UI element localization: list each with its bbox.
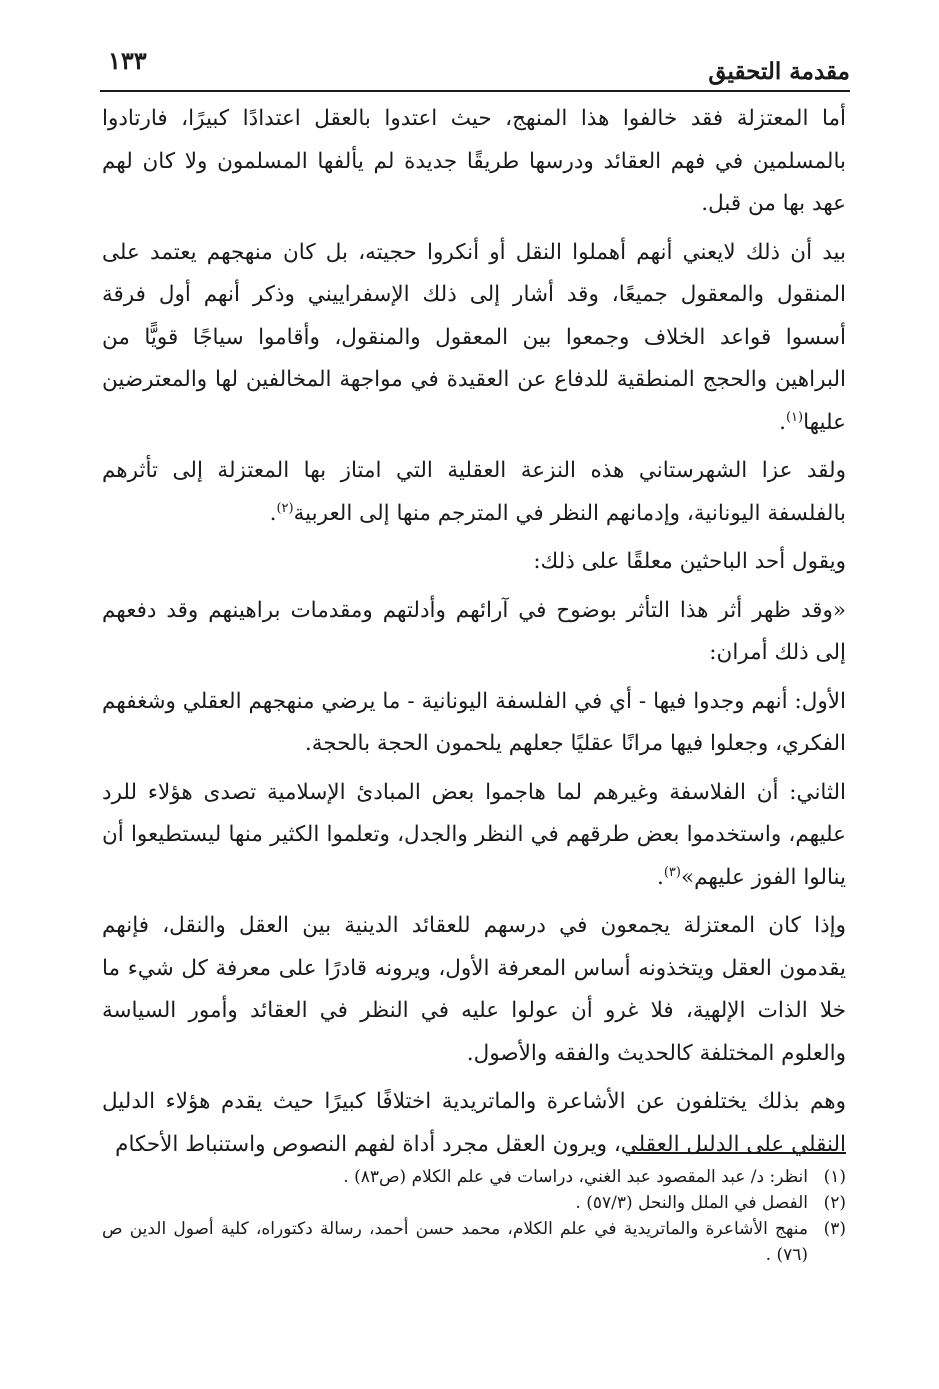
paragraph-3	[102, 450, 846, 535]
paragraph-3-end: .	[269, 500, 277, 526]
paragraph-2-end: .	[779, 409, 786, 435]
footnote-ref-2: (٢)	[276, 500, 294, 516]
paragraph-7	[102, 772, 846, 900]
paragraph-7-end: .	[656, 864, 664, 890]
footnote-ref-1: (١)	[785, 409, 804, 425]
paragraph-6: الأول: أنهم وجدوا فيها - أي في الفلسفة اليونانية - ما يرضي منهجهم العقلي وشغفهم الفكري، وجعلوا فيها مرانًا عقليًا جعلهم يلحمون الحجة بالحجة.	[102, 688, 846, 756]
footnote-number: (١)	[823, 1167, 846, 1187]
footnote-ref-3: (٣)	[663, 864, 681, 880]
paragraph-3-text: ولقد عزا الشهرستاني هذه النزعة العقلية التي امتاز بها المعتزلة إلى تأثرهم بالفلسفة اليونانية، وإدمانهم النظر في المترجم منها إلى العربية	[102, 458, 846, 526]
page-number: ١٣٣	[108, 46, 147, 75]
footnote-divider	[628, 1152, 846, 1154]
paragraph-7-text: الثاني: أن الفلاسفة وغيرهم لما هاجموا بعض المبادئ الإسلامية تصدى هؤلاء للرد عليهم، واستخدموا بعض طرقهم في النظر والجدل، وتعلموا الكثير منها ليستطيعوا أن ينالوا الفوز عليهم»	[102, 779, 846, 890]
footnote-1	[102, 1164, 846, 1190]
running-title: مقدمة التحقيق	[708, 58, 850, 85]
footnote-number: (٣)	[823, 1219, 846, 1239]
paragraph-1: أما المعتزلة فقد خالفوا هذا المنهج، حيث اعتدوا بالعقل اعتدادًا كبيرًا، فارتادوا بالمسلمين في فهم العقائد ودرسها طريقًا جديدة لم يألفها المسلمون ولا كان لهم عهد بها من قبل.	[102, 106, 846, 216]
paragraph-4: ويقول أحد الباحثين معلقًا على ذلك:	[533, 549, 846, 574]
footnote-3	[102, 1216, 846, 1268]
paragraph-2	[102, 232, 846, 445]
page-header	[100, 38, 850, 92]
body-text	[102, 98, 846, 1172]
paragraph-8: وإذا كان المعتزلة يجمعون في درسهم للعقائد الدينية بين العقل والنقل، فإنهم يقدمون العقل ويتخذونه أساس المعرفة الأول، ويرونه قادرًا على معرفة كل شيء ما خلا الذات الإلهية، فلا غرو أن عولوا عليه في النظر في العقائد وأمور السياسة والعلوم المختلفة كالحديث والفقه والأصول.	[102, 913, 846, 1066]
paragraph-5-quote: «وقد ظهر أثر هذا التأثر بوضوح في آرائهم وأدلتهم ومقدمات براهينهم وقد دفعهم إلى ذلك أمران:	[102, 597, 846, 665]
footnotes	[102, 1164, 846, 1268]
footnote-text: الفصل في الملل والنحل (٥٧/٣) .	[575, 1193, 808, 1213]
paragraph-9: وهم بذلك يختلفون عن الأشاعرة والماتريدية اختلافًا كبيرًا حيث يقدم هؤلاء الدليل النقلي على الدليل العقلي، ويرون العقل مجرد أداة لفهم النصوص واستنباط الأحكام	[102, 1089, 846, 1157]
footnote-number: (٢)	[823, 1193, 846, 1213]
footnote-text: انظر: د/ عبد المقصود عبد الغني، دراسات في علم الكلام (ص٨٣) .	[343, 1167, 808, 1187]
paragraph-2-text: بيد أن ذلك لايعني أنهم أهملوا النقل أو أنكروا حجيته، بل كان منهجهم يعتمد على المنقول والمعقول جميعًا، وقد أشار إلى ذلك الإسفراييني وذكر أنهم أول فرقة أسسوا قواعد الخلاف وجمعوا بين المعقول والمنقول، وأقاموا سياجًا قويًّا من البراهين والحجج المنطقية للدفاع عن العقيدة في مواجهة المخالفين لها والمعترضين عليها	[102, 239, 846, 435]
footnote-2	[102, 1190, 846, 1216]
footnote-text: منهج الأشاعرة والماتريدية في علم الكلام، محمد حسن أحمد، رسالة دكتوراه، كلية أصول الدين ص (٧٦) .	[102, 1219, 808, 1265]
